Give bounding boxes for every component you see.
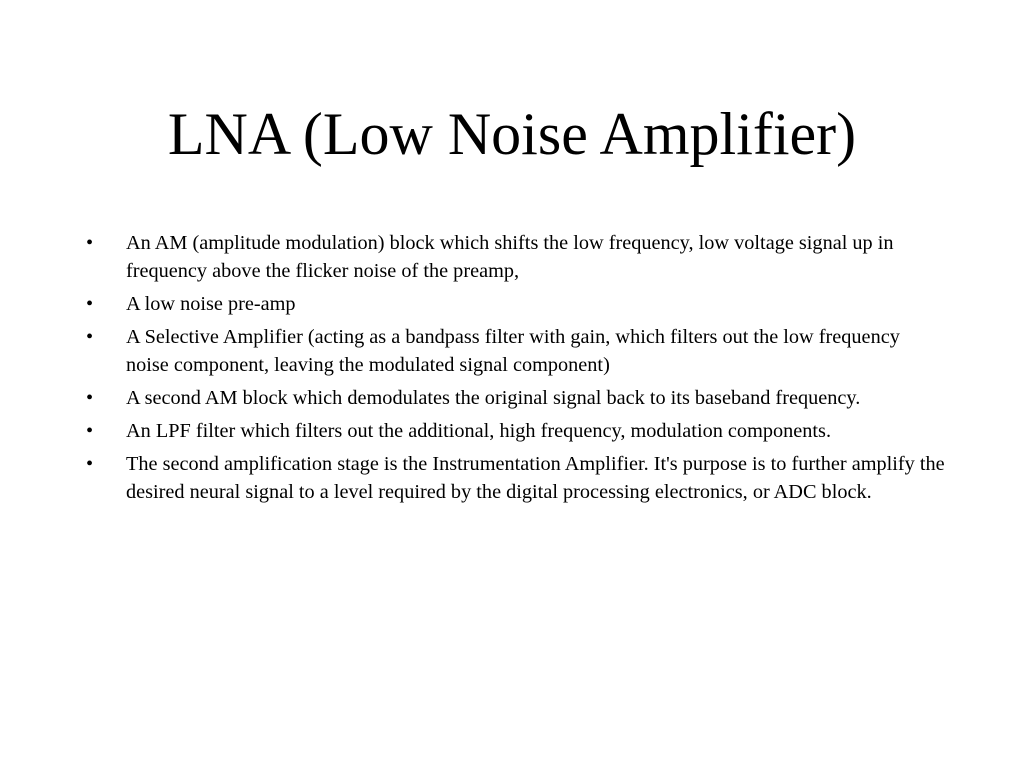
bullet-item [86,450,946,506]
bullet-marker: • [86,453,94,475]
bullet-item [86,417,946,445]
bullet-text: A Selective Amplifier (acting as a bandpass filter with gain, which filters out the low frequency noise component, leaving the modulated signal component) [126,326,900,376]
bullet-text: An LPF filter which filters out the additional, high frequency, modulation components. [126,420,832,442]
bullet-marker: • [86,293,94,315]
bullet-marker: • [86,387,94,409]
bullet-marker: • [86,326,94,348]
bullet-text: The second amplification stage is the Instrumentation Amplifier. It's purpose is to further amplify the desired neural signal to a level required by the digital processing electronics, or ADC block. [126,453,945,503]
bullet-marker: • [86,232,94,254]
bullet-item [86,384,946,412]
bullet-text: A second AM block which demodulates the original signal back to its baseband frequency. [126,387,861,409]
bullet-item [86,229,946,285]
bullet-text: A low noise pre-amp [126,293,296,315]
bullet-text: An AM (amplitude modulation) block which shifts the low frequency, low voltage signal up in frequency above the flicker noise of the preamp, [126,232,894,282]
slide-title: LNA (Low Noise Amplifier) [167,101,857,167]
bullet-item [86,290,946,318]
bullet-item [86,323,946,379]
bullet-list [86,229,946,511]
bullet-marker: • [86,420,94,442]
